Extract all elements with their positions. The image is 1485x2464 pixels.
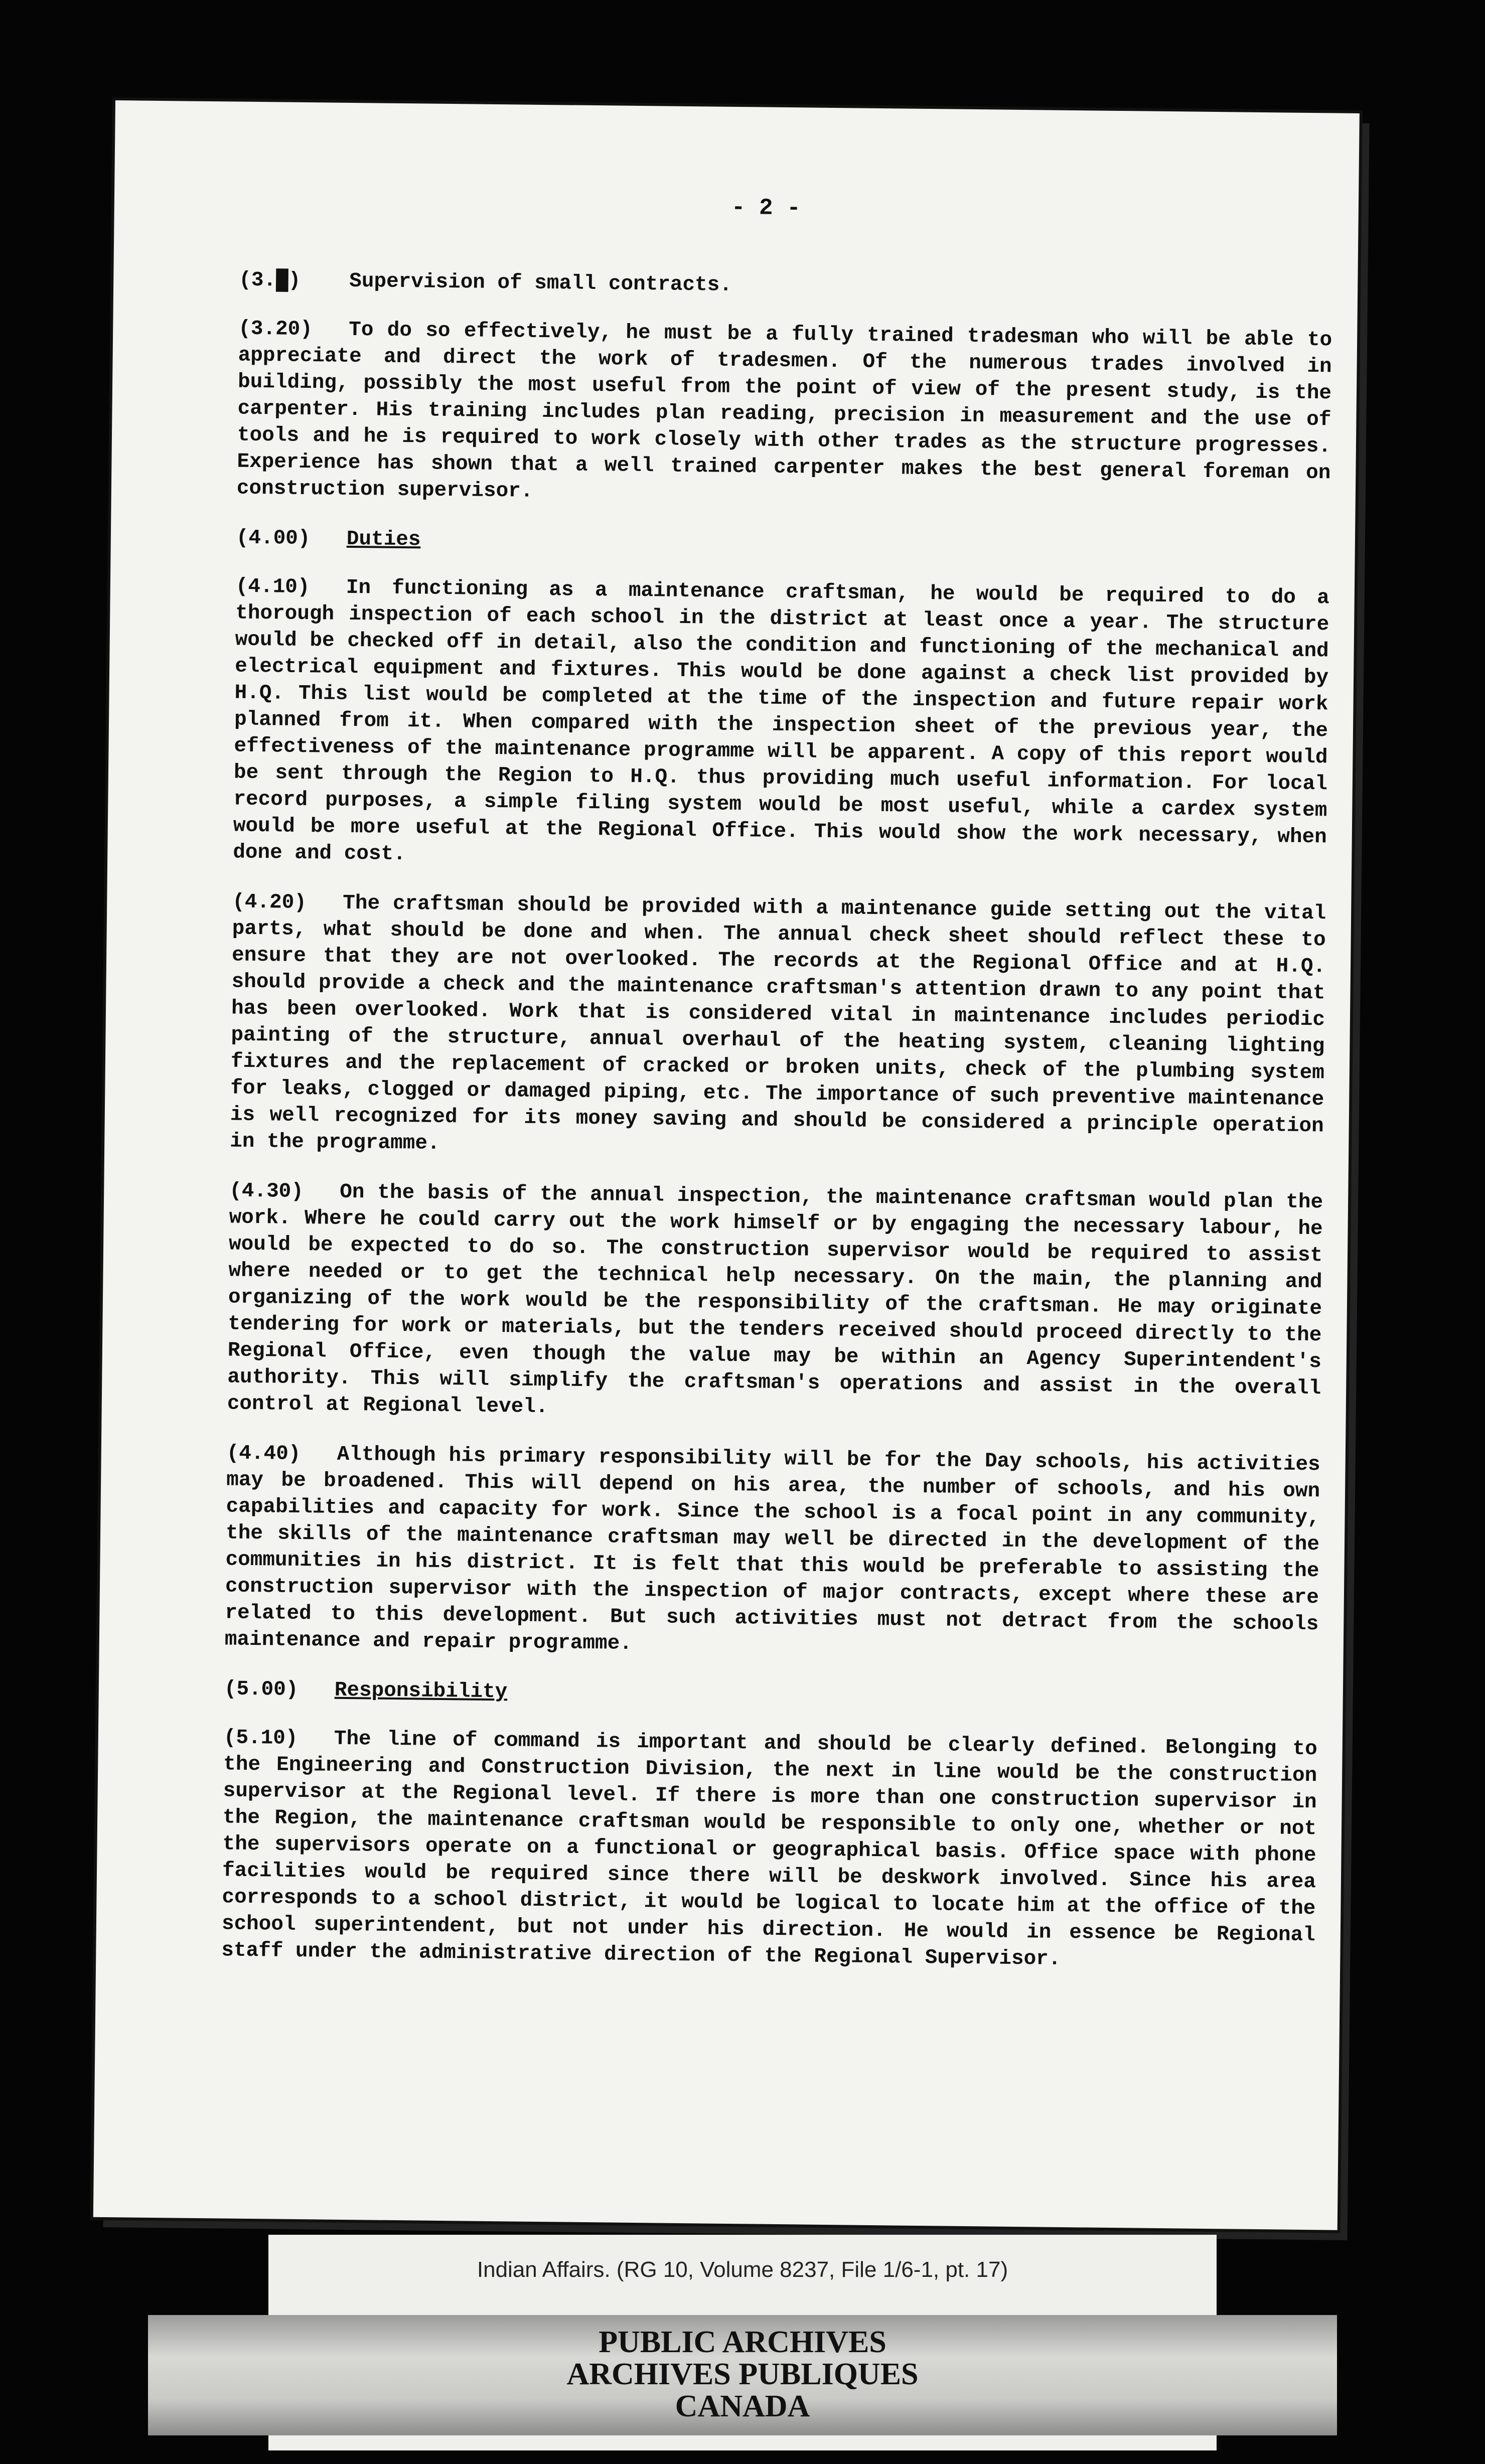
paragraph-text: The craftsman should be provided with a maintenance guide setting out the vital parts, what should be done and when. The annual check sheet should reflect these to ensure that they are not overlooked. The records at the Regional Office and at H.Q. should provide a check and the maintenance craftsman's attention drawn to any point that has been overlooked. Work that is considered vital in maintenance includes periodic painting of the structure, annual overhaul of the heating system, cleaning lighting fixtures and the replacement of cracked or broken units, check of the plumbing system for leaks, clogged or damaged piping, etc. The importance of such preventive maintenance is well recognized for its money saving and should be considered a principle operation in the programme. [230, 891, 1326, 1155]
stamp-line-3: CANADA [675, 2389, 810, 2423]
section-heading-duties [236, 525, 1330, 563]
paragraph-number: (5.10) [223, 1726, 298, 1750]
document-page [93, 100, 1360, 2230]
archive-stamp-band [148, 2315, 1337, 2435]
stamp-line-1: PUBLIC ARCHIVES [599, 2325, 886, 2359]
paragraph-number: (4.30) [229, 1179, 304, 1204]
section-number: (4.00) [236, 526, 311, 551]
stamp-line-2: ARCHIVES PUBLIQUES [566, 2357, 919, 2391]
paragraph-4-20 [230, 889, 1326, 1167]
document-body [221, 267, 1333, 1999]
section-title: Responsibility [334, 1678, 508, 1704]
paragraph-text: In functioning as a maintenance craftsman, he would be required to do a thorough inspection of each school in the district at least once a year. The structure would be checked off in detail, also the condition and functioning of the mechanical and electrical equipment and fixtures. This would be done against a check list provided by H.Q. This list would be completed at the time of the inspection and future repair work planned from it. When compared with the inspection sheet of the previous year, the effectiveness of the maintenance programme will be apparent. A copy of this report would be sent through the Region to H.Q. thus providing much useful information. For local record purposes, a simple filing system would be most useful, while a cardex system would be more useful at the Regional Office. This would show the work necessary, when done and cost. [233, 576, 1329, 866]
archive-caption: Indian Affairs. (RG 10, Volume 8237, File 1/6-1, pt. 17) [477, 2257, 1008, 2282]
section-heading-responsibility [224, 1676, 1318, 1714]
section-heading-3-10 [239, 267, 1332, 305]
paragraph-5-10 [221, 1725, 1317, 1975]
paragraph-4-30 [227, 1178, 1323, 1429]
archive-label-card [268, 2235, 1217, 2450]
paragraph-number: (4.40) [226, 1442, 301, 1466]
section-number: (3.█) [239, 268, 301, 292]
paragraph-text: Although his primary responsibility will be for the Day schools, his activities may be broadened. This will depend on his area, the number of schools, and his own capabilities and capacity for work. Since the school is a focal point in any community, the skills of the maintenance craftsman may well be directed in the development of the communities in his district. It is felt that this would be preferable to assisting the construction supervisor with the inspection of major contracts, except where these are related to this development. But such activities must not detract from the schools maintenance and repair programme. [224, 1443, 1320, 1655]
section-title: Supervision of small contracts. [349, 269, 732, 297]
paragraph-4-40 [225, 1440, 1320, 1664]
paragraph-text: To do so effectively, he must be a fully trained tradesman who will be able to appreciate and direct the work of tradesmen. Of the numerous trades involved in building, possibly the most useful from the point of view of the present study, is the carpenter. His training includes plan reading, precision in measurement and the use of tools and he is required to work closely with other trades as the structure progresses. Experience has shown that a well trained carpenter makes the best general foreman on construction supervisor. [236, 318, 1332, 503]
paragraph-text: On the basis of the annual inspection, the maintenance craftsman would plan the work. Where he could carry out the work himself or by engaging the necessary labour, he would be expected to do so. The construction supervisor would be required to assist where needed or to get the technical help necessary. On the main, the planning and organizing of the work would be the responsibility of the craftsman. He may originate tendering for work or materials, but the tenders received should proceed directly to the Regional Office, even though the value may be within an Agency Superintendent's authority. This will simplify the craftsman's operations and assist in the overall control at Regional level. [227, 1180, 1323, 1419]
section-number: (5.00) [224, 1677, 299, 1702]
paragraph-text: The line of command is important and should be clearly defined. Belonging to the Engineering and Construction Division, the next in line would be the construction supervisor at the Regional level. If there is more than one construction supervisor in the Region, the maintenance craftsman would be responsible to only one, whether or not the supervisors operate on a functional or geographical basis. Office space with phone facilities would be required since there will be deskwork involved. Since his area corresponds to a school district, it would be logical to locate him at the office of the school superintendent, but not under his direction. He would in essence be Regional staff under the administrative direction of the Regional Supervisor. [221, 1727, 1317, 1971]
paragraph-number: (4.10) [235, 575, 310, 599]
paragraph-number: (3.20) [238, 317, 313, 342]
paragraph-4-10 [233, 574, 1329, 878]
page-number: - 2 - [731, 194, 801, 222]
archive-stamp [148, 2315, 1337, 2422]
section-title: Duties [346, 527, 421, 552]
paragraph-3-20 [237, 316, 1332, 514]
paragraph-number: (4.20) [232, 890, 307, 915]
